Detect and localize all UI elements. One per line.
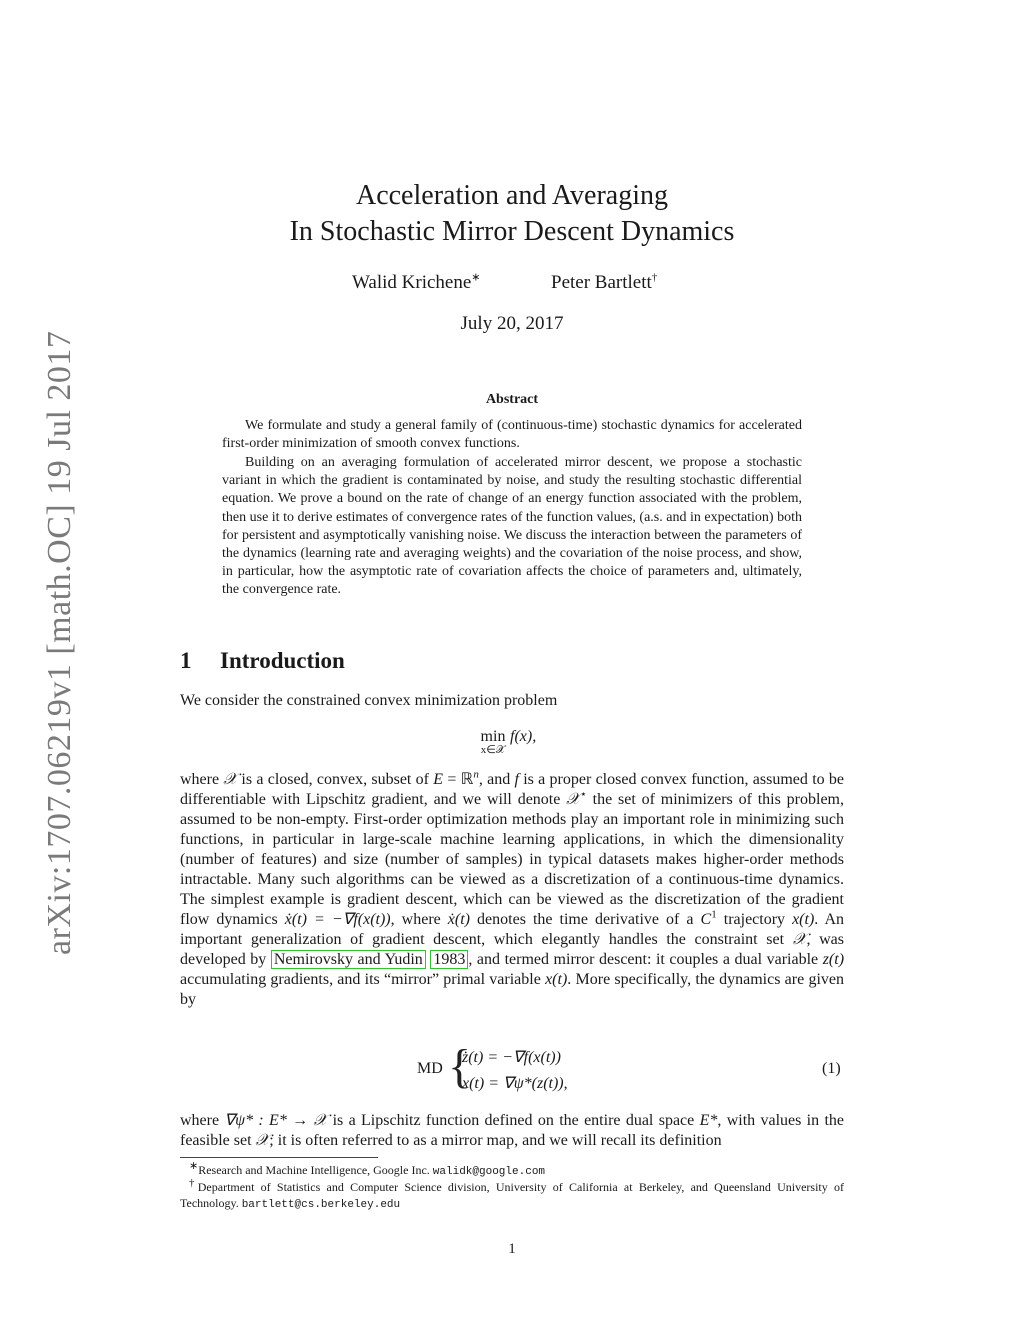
citation-link-authors[interactable]: Nemirovsky and Yudin (271, 950, 426, 969)
author-2-mark: † (651, 271, 658, 284)
intro-lead: We consider the constrained convex minimization problem (180, 692, 558, 709)
section-title: Introduction (220, 648, 345, 673)
min-expression: f(x), (510, 728, 537, 745)
arxiv-id: arXiv:1707.06219v1 [math.OC] 19 Jul 2017 (41, 330, 78, 955)
author-1 (352, 272, 481, 294)
equation-number: (1) (822, 1060, 841, 1077)
section-number: 1 (180, 648, 192, 673)
author-2-name: Peter Bartlett (551, 272, 652, 293)
citation-link-year[interactable]: 1983 (430, 950, 468, 969)
title-line-2: In Stochastic Mirror Descent Dynamics (289, 216, 735, 247)
author-1-name: Walid Krichene (352, 272, 472, 293)
equation-line-1: ż(t) = −∇f(x(t)) (462, 1049, 561, 1066)
left-brace: { (448, 1040, 472, 1093)
publication-date: July 20, 2017 (460, 313, 564, 334)
intro-paragraph: where 𝒳 is a closed, convex, subset of E = ℝ$^n$, and f is a proper closed convex function, assumed to be differentiable with Lipschitz gradient, and we will denote 𝒳⋆ the set of minimizers of this problem, assumed to be non-empty. First-order optimization methods play an important role in minimizing such functions, in particular in large-scale machine learning applications, in which the dimensionality (number of features) and size (number of samples) in typical datasets makes higher-order methods intractable. Many such algorithms can be viewed as a discretization of a continuous-time dynamics. The simplest example is gradient descent, which can be viewed as the discretization of the gradient flow dynamics ẋ(t) = −∇f(x(t)), where ẋ(t) denotes the time derivative of a $C^1$ trajectory x(t). An important generalization of gradient descent, which elegantly handles the constraint set 𝒳, was developed by Nemirovsky and Yudin 1983 , and termed mirror descent: it couples a dual variable z(t) accumulating gradients, and its “mirror” primal variable x(t). More specifically, the dynamics are given by (180, 768, 845, 1008)
mirror-map-paragraph: where ∇ψ* : E* → 𝒳 is a Lipschitz function defined on the entire dual space E*, with values in the feasible set 𝒳; it is often referred to as a mirror map, and we will recall its definition (180, 1112, 844, 1149)
author-2 (551, 272, 657, 294)
min-operator: min x∈𝒳 (478, 728, 508, 756)
abstract-paragraph-1: We formulate and study a general family of (continuous-time) stochastic dynamics for accelerated first-order minimization of smooth convex functions. (222, 418, 802, 452)
email-link-1[interactable]: walidk@google.com (432, 1166, 546, 1178)
email-link-2[interactable]: bartlett@cs.berkeley.edu (241, 1199, 401, 1211)
md-label: MD (417, 1060, 443, 1077)
page-number: 1 (508, 1241, 516, 1257)
abstract-heading: Abstract (485, 392, 539, 407)
title-line-1: Acceleration and Averaging (355, 180, 668, 211)
footnote-rule (180, 1157, 378, 1158)
section-heading (180, 648, 345, 674)
equation-line-2: x(t) = ∇ψ*(z(t)), (462, 1075, 568, 1092)
min-subscript: x∈𝒳 (480, 744, 506, 756)
author-list (180, 272, 844, 298)
abstract-paragraph-2: Building on an averaging formulation of accelerated mirror descent, we propose a stochastic variant in which the gradient is contaminated by noise, and study the resulting stochastic differential equation. We prove a bound on the rate of change of an energy function associated with the problem, then use it to derive estimates of convergence rates of the function values, (a.s. and in expectation) both for persistent and asymptotically vanishing noise. We discuss the interaction between the parameters of the dynamics (learning rate and averaging weights) and the covariation of the noise process, and show, in particular, how the asymptotic rate of covariation affects the choice of parameters and, ultimately, the convergence rate. (222, 455, 802, 598)
author-1-mark: ∗ (471, 271, 481, 284)
footnote-1: ∗Research and Machine Intelligence, Google Inc. walidk@google.com (189, 1160, 546, 1178)
footnote-2: †Department of Statistics and Computer Science division, University of California at Berkeley, and Queensland University of Technology. bartlett@cs.berkeley.edu (180, 1177, 844, 1211)
